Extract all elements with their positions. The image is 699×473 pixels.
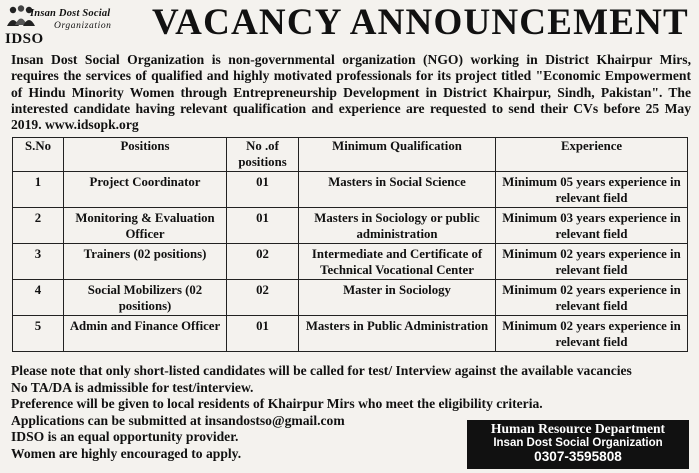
cell-position: Monitoring & Evaluation Officer (64, 208, 227, 244)
cell-count: 01 (227, 316, 299, 352)
contact-department: Human Resource Department (490, 421, 666, 436)
cell-position: Admin and Finance Officer (64, 316, 227, 352)
cell-sno: 2 (13, 208, 64, 244)
cell-experience: Minimum 02 years experience in relevant field (496, 316, 688, 352)
idso-logo (4, 4, 120, 48)
cell-experience: Minimum 05 years experience in relevant field (496, 172, 688, 208)
logo-name: Insan Dost Social (30, 8, 111, 19)
note-application-email: Applications can be submitted at insandostso@gmail.com (11, 412, 345, 428)
contact-phone: 0307-3595808 (534, 449, 622, 464)
cell-qualification: Masters in Public Administration (299, 316, 496, 352)
note-preference: Preference will be given to local residents of Khairpur Mirs who meet the eligibility criteria. (11, 396, 543, 411)
cell-sno: 4 (13, 280, 64, 316)
note-women-encouraged: Women are highly encouraged to apply. (11, 445, 242, 461)
contact-box (467, 420, 689, 469)
cell-count: 02 (227, 280, 299, 316)
cell-qualification: Masters in Social Science (299, 172, 496, 208)
cell-position: Trainers (02 positions) (64, 244, 227, 280)
cell-qualification: Master in Sociology (299, 280, 496, 316)
table-row (13, 208, 688, 244)
vacancy-table (12, 137, 688, 352)
header-positions: Positions (64, 138, 227, 172)
cell-position: Project Coordinator (64, 172, 227, 208)
note-no-tada: No TA/DA is admissible for test/interview. (11, 379, 254, 395)
cell-qualification: Intermediate and Certificate of Technical Vocational Center (299, 244, 496, 280)
header-experience: Experience (496, 138, 688, 172)
header (0, 0, 699, 50)
cell-experience: Minimum 02 years experience in relevant field (496, 280, 688, 316)
cell-position: Social Mobilizers (02 positions) (64, 280, 227, 316)
cell-sno: 3 (13, 244, 64, 280)
note-equal-opportunity: IDSO is an equal opportunity provider. (11, 429, 239, 444)
header-qualification: Minimum Qualification (299, 138, 496, 172)
intro-paragraph: Insan Dost Social Organization is non-governmental organization (NGO) working in District Khairpur Mirs, requires the services of qualified and highly motivated professionals for its project titled "Economic Empowerment of Hindu Minority Women through Entrepreneurship Development in District Khairpur, Sindh, Pakistan". The interested candidate having relevant qualification and experience are requested to send their CVs before 25 May 2019. www.idsopk.org (11, 52, 691, 133)
table-row (13, 172, 688, 208)
table-row (13, 280, 688, 316)
logo-abbreviation: IDSO (5, 31, 44, 47)
cell-count: 01 (227, 208, 299, 244)
table-row (13, 316, 688, 352)
header-sno: S.No (13, 138, 64, 172)
header-no-of-positions: No .of positions (227, 138, 299, 172)
table-header-row (13, 138, 688, 172)
cell-experience: Minimum 02 years experience in relevant field (496, 244, 688, 280)
page-title: VACANCY ANNOUNCEMENT (152, 2, 689, 43)
note-shortlisted: Please note that only short-listed candidates will be called for test/ Interview against the available vacancies (11, 363, 632, 378)
cell-sno: 1 (13, 172, 64, 208)
contact-organization: Insan Dost Social Organization (493, 437, 663, 449)
cell-sno: 5 (13, 316, 64, 352)
cell-experience: Minimum 03 years experience in relevant field (496, 208, 688, 244)
logo-organization-word: Organization (54, 21, 112, 31)
table-row (13, 244, 688, 280)
cell-qualification: Masters in Sociology or public administration (299, 208, 496, 244)
cell-count: 02 (227, 244, 299, 280)
cell-count: 01 (227, 172, 299, 208)
